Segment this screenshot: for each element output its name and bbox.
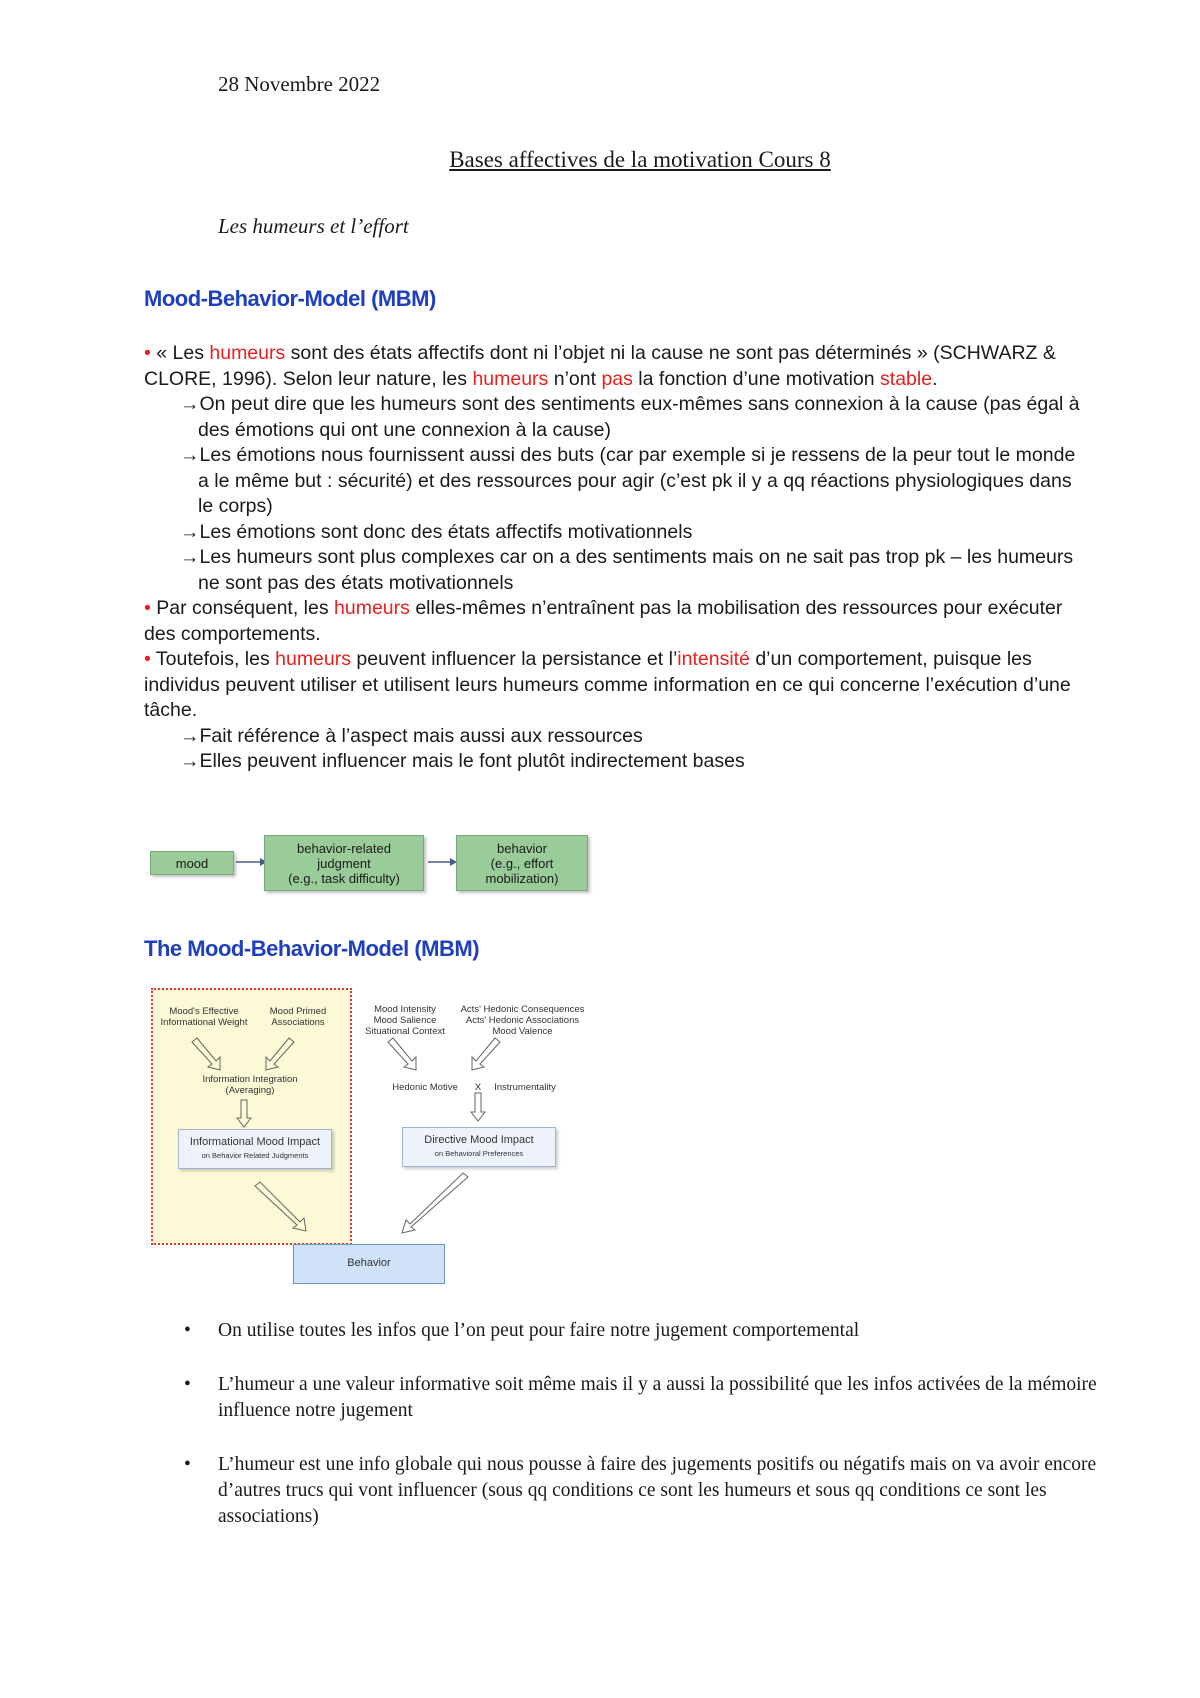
list-item xyxy=(184,1452,1118,1530)
arrow-point: →On peut dire que les humeurs sont des sentiments eux-mêmes sans connexion à la cause (pas égal à des émotions qui ont une connexion à la cause) xyxy=(180,393,1080,441)
list-item-text: L’humeur est une info globale qui nous pousse à faire des jugements positifs ou négatifs mais on va avoir encore d’autres trucs qui vont influencer (sous qq conditions ce sont les humeurs et sous qq conditions ce sont les associations) xyxy=(218,1454,1097,1527)
informational-impact-box xyxy=(178,1129,332,1169)
primed-label xyxy=(258,1006,338,1028)
diagram-text: Informational Mood Impact xyxy=(189,1136,321,1148)
list-item-text: On utilise toutes les infos que l’on peut pour faire notre jugement comportemental xyxy=(218,1320,860,1341)
diagram-text: Acts' Hedonic Associations xyxy=(465,1015,580,1026)
highlight-text: humeurs xyxy=(334,597,410,619)
judgment-line: judgment xyxy=(317,855,371,871)
diagram-text: on Behavioral Preferences xyxy=(434,1149,524,1158)
diagram-text: Behavior xyxy=(347,1257,391,1269)
hedonic-label xyxy=(450,1004,595,1037)
bullet-marker: • xyxy=(184,1320,191,1341)
diagram-text: Mood's Effective xyxy=(169,1006,239,1017)
date: 28 Novembre 2022 xyxy=(218,72,381,96)
directive-impact-box xyxy=(402,1127,556,1167)
judgment-box xyxy=(264,835,424,891)
paragraph-consequence xyxy=(144,596,1084,647)
diagram-text: Mood Primed xyxy=(269,1006,327,1017)
judgment-line: behavior-related xyxy=(297,840,391,856)
diagram-text: Informational Weight xyxy=(160,1017,248,1028)
arrow-point: →Elles peuvent influencer mais le font plutôt indirectement bases xyxy=(180,750,745,772)
diagram-text: Situational Context xyxy=(365,1026,445,1037)
bullet-marker: • xyxy=(184,1374,191,1395)
weight-label xyxy=(156,1006,252,1028)
section1-body xyxy=(144,341,1084,775)
judgment-line: (e.g., task difficulty) xyxy=(288,870,400,886)
highlight-text: stable xyxy=(880,367,933,390)
highlight-text: humeurs xyxy=(275,648,351,670)
list-item-text: L’humeur a une valeur informative soit même mais il y a aussi la possibilité que les infos activées de la mémoire influence notre jugement xyxy=(218,1374,1097,1421)
section-heading-mbm: Mood-Behavior-Model (MBM) xyxy=(144,286,436,311)
diagram-text: Directive Mood Impact xyxy=(424,1134,534,1146)
subtitle: Les humeurs et l’effort xyxy=(218,214,409,238)
integration-label xyxy=(190,1074,310,1096)
mood-box xyxy=(150,851,234,875)
behavior-line: (e.g., effort xyxy=(490,855,554,871)
page-title: Bases affectives de la motivation Cours 8 xyxy=(449,147,831,172)
text-span: « Les xyxy=(150,342,210,364)
diagram-text: Mood Salience xyxy=(373,1015,437,1026)
diagram-text: Information Integration xyxy=(202,1074,298,1085)
diagram-text: Mood Valence xyxy=(492,1026,553,1037)
section-heading-mbm-2: The Mood-Behavior-Model (MBM) xyxy=(144,936,480,961)
highlight-text: humeurs xyxy=(472,367,549,390)
diagram-text: Associations xyxy=(271,1017,325,1028)
text-span: Par conséquent, les xyxy=(150,597,335,619)
text-span: la fonction d’une motivation xyxy=(632,367,881,390)
bullet-marker: • xyxy=(144,342,151,364)
behavior-box-diagram xyxy=(293,1244,445,1284)
bullet-marker: • xyxy=(144,597,151,619)
paragraph-however xyxy=(144,647,1084,724)
text-span: d’un comportement, puisque les individus peuvent utiliser et utilisent leurs humeurs comme information en ce qui concerne l’exécution d’une tâche. xyxy=(144,648,1071,721)
diagram-text: (Averaging) xyxy=(225,1085,275,1096)
mood-label: mood xyxy=(175,855,209,871)
diagram-text: on Behavior Related Judgments xyxy=(201,1151,309,1160)
behavior-line: mobilization) xyxy=(485,870,559,886)
highlight-text: humeurs xyxy=(209,342,286,364)
intensity-label xyxy=(360,1004,450,1037)
text-span: elles-mêmes n’entraînent pas la mobilisation des ressources pour exécuter des comportements. xyxy=(144,597,1063,645)
list-item xyxy=(184,1318,1118,1344)
highlight-text: intensité xyxy=(677,648,750,670)
times-label: X xyxy=(474,1082,482,1093)
arrow-point: →Fait référence à l’aspect mais aussi aux ressources xyxy=(180,724,643,747)
highlight-text: pas xyxy=(601,367,633,390)
text-span: n’ont xyxy=(548,367,602,390)
mood-flow-diagram xyxy=(150,835,600,895)
arrow-point: →Les émotions sont donc des états affectifs motivationnels xyxy=(180,520,693,543)
diagram-text: Mood Intensity xyxy=(374,1004,436,1015)
motive-label: Hedonic Motive xyxy=(392,1082,458,1093)
behavior-box xyxy=(456,835,588,891)
text-span: Toutefois, les xyxy=(150,648,276,670)
arrow-point: →Les émotions nous fournissent aussi des buts (car par exemple si je ressens de la peur tout le monde a le même but : sécurité) et des ressources pour agir (c’est pk il y a qq réactions physiologiques dans le corps) xyxy=(180,444,1076,517)
mbm-diagram xyxy=(150,988,620,1288)
list-item xyxy=(184,1372,1118,1424)
text-span: . xyxy=(932,367,938,390)
text-span: sont des états affectifs dont ni l’objet ni la cause ne sont pas déterminés » (SCHWARZ & CLORE, 1996). Selon leur nature, les xyxy=(144,342,1056,390)
instrumentality-label: Instrumentality xyxy=(494,1082,556,1093)
bullet-marker: • xyxy=(184,1454,191,1475)
text-span: peuvent influencer la persistance et l’ xyxy=(351,648,678,670)
paragraph-definition xyxy=(144,341,1084,392)
arrow-point: →Les humeurs sont plus complexes car on a des sentiments mais on ne sait pas trop pk – les humeurs ne sont pas des états motivationnels xyxy=(180,546,1074,594)
behavior-line: behavior xyxy=(497,840,547,856)
diagram-text: Acts' Hedonic Consequences xyxy=(460,1004,585,1015)
bullet-marker: • xyxy=(144,648,151,670)
bullet-list xyxy=(184,1318,1118,1558)
